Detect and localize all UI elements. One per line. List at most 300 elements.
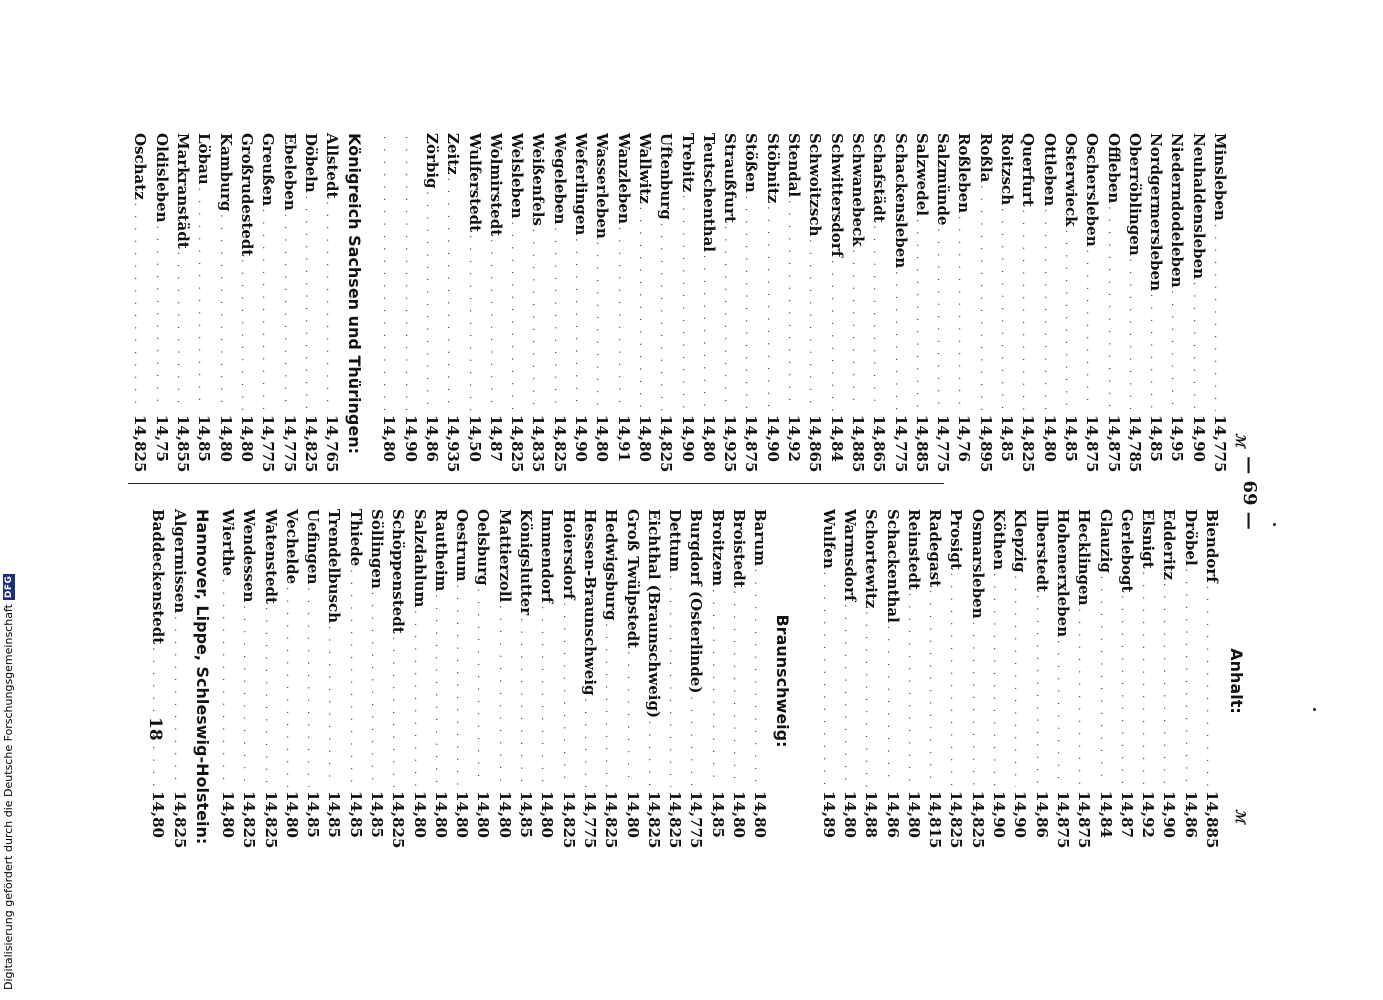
place-name: Wasserleben xyxy=(593,133,612,239)
list-item xyxy=(344,509,365,853)
leader-dots xyxy=(994,208,1015,411)
place-name: Weferlingen xyxy=(572,133,591,236)
price-value: 14,885 xyxy=(1203,791,1221,849)
place-name: Edderitz xyxy=(1160,509,1179,581)
price-list xyxy=(147,509,190,853)
leader-dots xyxy=(696,255,717,411)
leader-dots xyxy=(568,238,589,411)
list-item xyxy=(1102,133,1123,477)
place-name: Oberröblingen xyxy=(1125,133,1144,256)
price-value: 14,825 xyxy=(389,791,408,849)
place-name: Straußfurt xyxy=(721,133,740,223)
place-name: Wallwitz xyxy=(635,133,654,204)
list-item xyxy=(1158,509,1179,853)
price-value: 14,90 xyxy=(401,415,420,462)
place-name: Dettum xyxy=(666,509,685,573)
list-item xyxy=(945,509,966,853)
price-value: 14,775 xyxy=(280,415,299,473)
list-item xyxy=(300,133,321,477)
price-value: 14,90 xyxy=(1189,415,1208,462)
place-name: Ottleben xyxy=(1040,133,1059,207)
dfg-logo: DFG xyxy=(3,575,14,599)
list-item xyxy=(214,133,235,477)
leader-dots xyxy=(319,201,340,411)
leader-dots xyxy=(887,271,908,411)
place-name: Hohenerxleben xyxy=(1053,509,1072,638)
place-name: Ebeleben xyxy=(280,133,299,211)
price-value: 14,875 xyxy=(742,415,761,473)
price-value: 14,80 xyxy=(538,791,557,838)
leader-dots xyxy=(534,606,555,787)
place-name: Salzmünde xyxy=(934,133,953,226)
price-value: 14,825 xyxy=(947,791,966,849)
leader-dots xyxy=(1114,595,1135,787)
place-name: Hoiersdorf xyxy=(559,509,578,600)
leader-dots xyxy=(589,242,610,411)
leader-dots xyxy=(909,219,930,411)
list-item xyxy=(621,509,642,853)
section-heading-sachsen: Königreich Sachsen und Thüringen: xyxy=(345,133,365,454)
price-value: 14,80 xyxy=(237,415,256,462)
price-value: 14,80 xyxy=(453,791,472,838)
list-item xyxy=(430,509,451,853)
leader-dots xyxy=(397,136,418,411)
leader-dots xyxy=(943,573,964,787)
price-value: 14,80 xyxy=(410,791,429,838)
list-item xyxy=(1145,133,1166,477)
price-value: 14,80 xyxy=(623,791,642,838)
list-item xyxy=(903,509,924,853)
place-name: Stendal xyxy=(785,133,804,198)
price-value: 14,80 xyxy=(431,791,450,838)
price-value: 14,90 xyxy=(678,415,697,462)
place-name: Reinstedt xyxy=(904,509,923,590)
leader-dots xyxy=(1143,294,1164,411)
leader-dots xyxy=(1036,209,1057,411)
leader-dots xyxy=(166,616,187,787)
leader-dots xyxy=(619,651,640,787)
right-column xyxy=(147,509,1247,853)
list-item xyxy=(1209,133,1230,477)
price-value: 14,825 xyxy=(657,415,676,473)
list-item xyxy=(321,133,342,477)
leader-dots xyxy=(1156,583,1177,787)
price-value: 14,825 xyxy=(240,791,259,849)
list-item xyxy=(485,133,506,477)
place-name: Prosigt xyxy=(947,509,966,570)
list-item xyxy=(168,509,189,853)
price-value: 14,86 xyxy=(1181,791,1200,838)
page-folio: 18 xyxy=(145,717,165,741)
price-value: 14,80 xyxy=(1040,415,1059,462)
leader-dots xyxy=(726,591,747,787)
place-name: Osmarsleben xyxy=(968,509,987,619)
price-value: 14,85 xyxy=(998,415,1017,462)
place-name: Rautheim xyxy=(431,509,450,592)
place-name: Wanzleben xyxy=(614,133,633,224)
price-value: 14,825 xyxy=(261,791,280,849)
price-value: 14,91 xyxy=(614,415,633,462)
place-name: Hedwigsburg xyxy=(602,509,621,621)
place-name: Broistedt xyxy=(730,509,749,588)
place-name: Schackensleben xyxy=(891,133,910,269)
leader-dots xyxy=(866,226,887,411)
price-value: 14,87 xyxy=(1117,791,1136,838)
list-item xyxy=(612,133,633,477)
price-value: 14,80 xyxy=(840,791,859,838)
leader-dots xyxy=(234,259,255,411)
place-name: Königslutter xyxy=(517,509,536,616)
list-item xyxy=(1081,133,1102,477)
price-value: 14,80 xyxy=(751,791,770,838)
price-value: 14,825 xyxy=(550,415,569,473)
place-name: Teutschenthal xyxy=(699,133,718,253)
leader-dots xyxy=(1092,576,1113,787)
price-value: 14,775 xyxy=(1211,415,1229,473)
list-item xyxy=(366,509,387,853)
price-value: 14,765 xyxy=(323,415,342,473)
leader-dots xyxy=(1164,291,1185,412)
leader-dots xyxy=(845,250,866,411)
place-name: Stöbnitz xyxy=(763,133,782,204)
list-item xyxy=(557,509,578,853)
leader-dots xyxy=(461,235,482,411)
place-name: Vechelde xyxy=(282,509,301,585)
list-item xyxy=(257,133,278,477)
digitization-note: Digitalisierung gefördert durch die Deutsche Forschungsgemeinschaft DFG xyxy=(2,575,15,990)
place-name: Oschersleben xyxy=(1083,133,1102,247)
leader-dots xyxy=(1015,210,1036,411)
leader-dots xyxy=(632,207,653,411)
price-value: 14,825 xyxy=(644,791,663,849)
list-item xyxy=(591,133,612,477)
list-item xyxy=(600,509,621,853)
price-value: 14,825 xyxy=(508,415,527,473)
section-heading-anhalt: Anhalt: xyxy=(1227,648,1246,714)
place-name: Minsleben xyxy=(1211,133,1229,221)
price-value: 14,80 xyxy=(216,415,235,462)
leader-dots xyxy=(257,607,278,787)
list-item xyxy=(472,509,493,853)
price-value: 14,80 xyxy=(635,415,654,462)
leader-dots xyxy=(127,203,148,411)
place-name: Glauzig xyxy=(1096,509,1115,573)
price-value: 14,86 xyxy=(423,415,442,462)
place-name: Oelsburg xyxy=(474,509,493,586)
place-name: Immendorf xyxy=(538,509,557,604)
price-value: 14,85 xyxy=(346,791,365,838)
place-name: Wendessen xyxy=(240,509,259,603)
price-value: 14,76 xyxy=(955,415,974,462)
list-item xyxy=(1073,509,1094,853)
leader-dots xyxy=(212,214,233,411)
leader-dots xyxy=(747,569,768,787)
price-value: 14,92 xyxy=(785,415,804,462)
price-value: 14,815 xyxy=(926,791,945,849)
place-name: Wierthe xyxy=(218,509,237,577)
list-item xyxy=(408,509,429,853)
price-value: 14,775 xyxy=(259,415,278,473)
place-name: Roßla xyxy=(976,133,995,183)
price-value: 14,90 xyxy=(1160,791,1179,838)
list-item xyxy=(698,133,719,477)
list-item xyxy=(676,133,697,477)
leader-dots xyxy=(504,222,525,412)
price-value: 14,92 xyxy=(1139,791,1158,838)
price-value: 14,775 xyxy=(687,791,706,849)
scan-speck xyxy=(1313,708,1316,711)
list-item xyxy=(728,509,749,853)
list-item xyxy=(302,509,323,853)
place-name: Döbeln xyxy=(301,133,320,193)
list-item xyxy=(1124,133,1145,477)
place-name: Schöppenstedt xyxy=(389,509,408,634)
list-item xyxy=(1052,509,1073,853)
price-value: 14,875 xyxy=(1053,791,1072,849)
price-value: 14,825 xyxy=(1019,415,1038,473)
leader-dots xyxy=(483,239,504,411)
price-value: 14,80 xyxy=(699,415,718,462)
leader-dots xyxy=(364,592,385,787)
leader-dots xyxy=(148,226,169,411)
price-value: 14,85 xyxy=(1061,415,1080,462)
price-value: 14,90 xyxy=(990,791,1009,838)
place-name: Algermissen xyxy=(170,509,189,614)
leader-dots xyxy=(1007,575,1028,787)
leader-dots xyxy=(385,637,406,787)
list-item xyxy=(847,133,868,477)
price-value: 14,875 xyxy=(1104,415,1123,473)
leader-dots xyxy=(428,594,449,787)
leader-dots xyxy=(492,605,513,787)
leader-dots xyxy=(298,196,319,411)
list-item xyxy=(451,509,472,853)
price-value: 14,85 xyxy=(195,415,214,462)
place-name: Söllingen xyxy=(368,509,387,589)
leader-dots xyxy=(279,587,300,787)
list-item xyxy=(974,133,995,477)
leader-dots xyxy=(440,178,461,411)
place-name: Broitzem xyxy=(708,509,727,587)
place-name: Schortewitz xyxy=(862,509,881,609)
list-item xyxy=(996,133,1017,477)
price-value: 14,90 xyxy=(763,415,782,462)
list-item xyxy=(1179,509,1200,853)
price-value: 14,85 xyxy=(368,791,387,838)
leader-dots xyxy=(858,611,879,787)
leader-dots xyxy=(449,585,470,787)
leader-dots xyxy=(342,569,363,787)
price-value: 14,825 xyxy=(301,415,320,473)
place-name: Wulfen xyxy=(819,509,838,569)
place-name: Salzdahlum xyxy=(410,509,429,608)
price-value: 14,50 xyxy=(465,415,484,462)
list-item xyxy=(881,509,902,853)
leader-dots xyxy=(964,622,985,787)
price-value: 14,775 xyxy=(891,415,910,473)
price-value: 14,80 xyxy=(380,415,399,462)
place-name: Thiede xyxy=(346,509,365,567)
leader-dots xyxy=(321,626,342,787)
place-name: Schwittersdorf xyxy=(827,133,846,258)
place-name: Biendorf xyxy=(1203,509,1221,583)
list-item xyxy=(278,133,299,477)
price-value: 14,825 xyxy=(131,415,150,473)
leader-dots xyxy=(683,696,704,787)
list-item xyxy=(783,133,804,477)
list-item xyxy=(387,509,408,853)
leader-dots xyxy=(170,252,191,411)
price-list xyxy=(217,509,771,853)
place-name: Roßleben xyxy=(955,133,974,214)
list-item xyxy=(147,509,168,853)
place-name: Wolmirstedt xyxy=(486,133,505,237)
place-name: Hessen-Braunschweig xyxy=(580,509,599,696)
leader-dots xyxy=(1028,595,1049,787)
place-name: Trendelbusch xyxy=(325,509,344,624)
price-value: 14,85 xyxy=(304,791,323,838)
price-value: 14,90 xyxy=(572,415,591,462)
place-name: Groß Twülpstedt xyxy=(623,509,642,649)
list-item xyxy=(643,509,664,853)
list-item xyxy=(281,509,302,853)
list-item xyxy=(506,133,527,477)
price-value: 14,87 xyxy=(486,415,505,462)
leader-dots xyxy=(215,579,236,787)
list-item xyxy=(804,133,825,477)
place-name: Baddeckenstedt xyxy=(149,509,168,645)
price-value: 14,825 xyxy=(559,791,578,849)
price-value: 14,86 xyxy=(883,791,902,838)
price-value: 14,855 xyxy=(174,415,193,473)
place-name: Uftenburg xyxy=(657,133,676,220)
price-value: 14,80 xyxy=(282,791,301,838)
list-item xyxy=(442,133,463,477)
price-value: 14,925 xyxy=(721,415,740,473)
page-header: — 69 — xyxy=(1239,456,1261,530)
price-list xyxy=(421,133,1230,477)
place-name: Roitzsch xyxy=(998,133,1017,206)
list-item xyxy=(463,133,484,477)
list-item xyxy=(953,133,974,477)
leader-dots xyxy=(1207,224,1228,411)
currency-unit: ℳ xyxy=(1232,809,1247,823)
leader-dots xyxy=(802,239,823,411)
leader-dots xyxy=(1058,230,1079,411)
list-item xyxy=(1038,133,1059,477)
leader-dots xyxy=(759,206,780,411)
list-item xyxy=(889,133,910,477)
place-name: Wegeleben xyxy=(550,133,569,225)
list-item xyxy=(579,509,600,853)
leader-dots xyxy=(610,227,631,411)
price-value: 14,75 xyxy=(152,415,171,462)
list-item xyxy=(1060,133,1081,477)
list-item xyxy=(825,133,846,477)
price-value: 14,85 xyxy=(325,791,344,838)
price-value: 14,775 xyxy=(934,415,953,473)
leader-dots xyxy=(419,192,440,411)
price-value: 14,89 xyxy=(819,791,838,838)
section-heading-braunschweig: Braunschweig: xyxy=(773,614,793,748)
list-item xyxy=(378,133,399,477)
place-name: Eichthal (Braunschweig) xyxy=(644,509,663,719)
list-item xyxy=(259,509,280,853)
list-item xyxy=(634,133,655,477)
list-item xyxy=(494,509,515,853)
leader-dots xyxy=(1177,569,1198,787)
place-name: Dröbel xyxy=(1181,509,1200,566)
leader-dots xyxy=(1199,586,1220,787)
leader-dots xyxy=(300,587,321,787)
place-name: Wulferstedt xyxy=(465,133,484,233)
list-item xyxy=(685,509,706,853)
leader-dots xyxy=(376,136,397,411)
list-item xyxy=(399,133,420,477)
price-value: 14,85 xyxy=(517,791,536,838)
list-item xyxy=(924,509,945,853)
price-value: 14,85 xyxy=(1147,415,1166,462)
list-item xyxy=(1030,509,1051,853)
list-item xyxy=(868,133,889,477)
list-item xyxy=(238,509,259,853)
place-name: Köthen xyxy=(990,509,1009,570)
price-value: 14,80 xyxy=(495,791,514,838)
price-value: 14,825 xyxy=(968,791,987,849)
leader-dots xyxy=(901,593,922,787)
price-value: 14,875 xyxy=(1075,791,1094,849)
list-item xyxy=(193,133,214,477)
leader-dots xyxy=(555,603,576,787)
place-name: Ilberstedt xyxy=(1032,509,1051,592)
list-item xyxy=(749,509,770,853)
leader-dots xyxy=(1100,206,1121,411)
price-value: 14,95 xyxy=(1168,415,1187,462)
document-page xyxy=(121,133,1261,853)
place-name: Schwanebeck xyxy=(848,133,867,247)
leader-dots xyxy=(738,196,759,411)
price-value: 14,865 xyxy=(806,415,825,473)
list-item xyxy=(719,133,740,477)
scan-speck xyxy=(1273,523,1276,526)
leader-dots xyxy=(1122,259,1143,411)
price-list-tail xyxy=(378,133,421,477)
leader-dots xyxy=(930,228,951,411)
place-name: Neuhaldensleben xyxy=(1189,133,1208,280)
leader-dots xyxy=(236,605,257,787)
leader-dots xyxy=(406,610,427,787)
list-item xyxy=(129,133,150,477)
list-item xyxy=(217,509,238,853)
leader-dots xyxy=(674,195,695,411)
place-name: Mattierzoll xyxy=(495,509,514,603)
place-name: Oldisleben xyxy=(152,133,171,223)
leader-dots xyxy=(717,226,738,411)
leader-dots xyxy=(1050,640,1071,787)
left-column xyxy=(129,133,1247,477)
price-value: 14,835 xyxy=(529,415,548,473)
price-value: 14,80 xyxy=(593,415,612,462)
leader-dots xyxy=(781,200,802,411)
place-name: Schackenthal xyxy=(883,509,902,623)
leader-dots xyxy=(972,185,993,411)
leader-dots xyxy=(704,589,725,787)
list-item xyxy=(966,509,987,853)
leader-dots xyxy=(641,721,662,787)
price-value: 14,885 xyxy=(912,415,931,473)
leader-dots xyxy=(547,227,568,411)
leader-dots xyxy=(577,699,598,787)
